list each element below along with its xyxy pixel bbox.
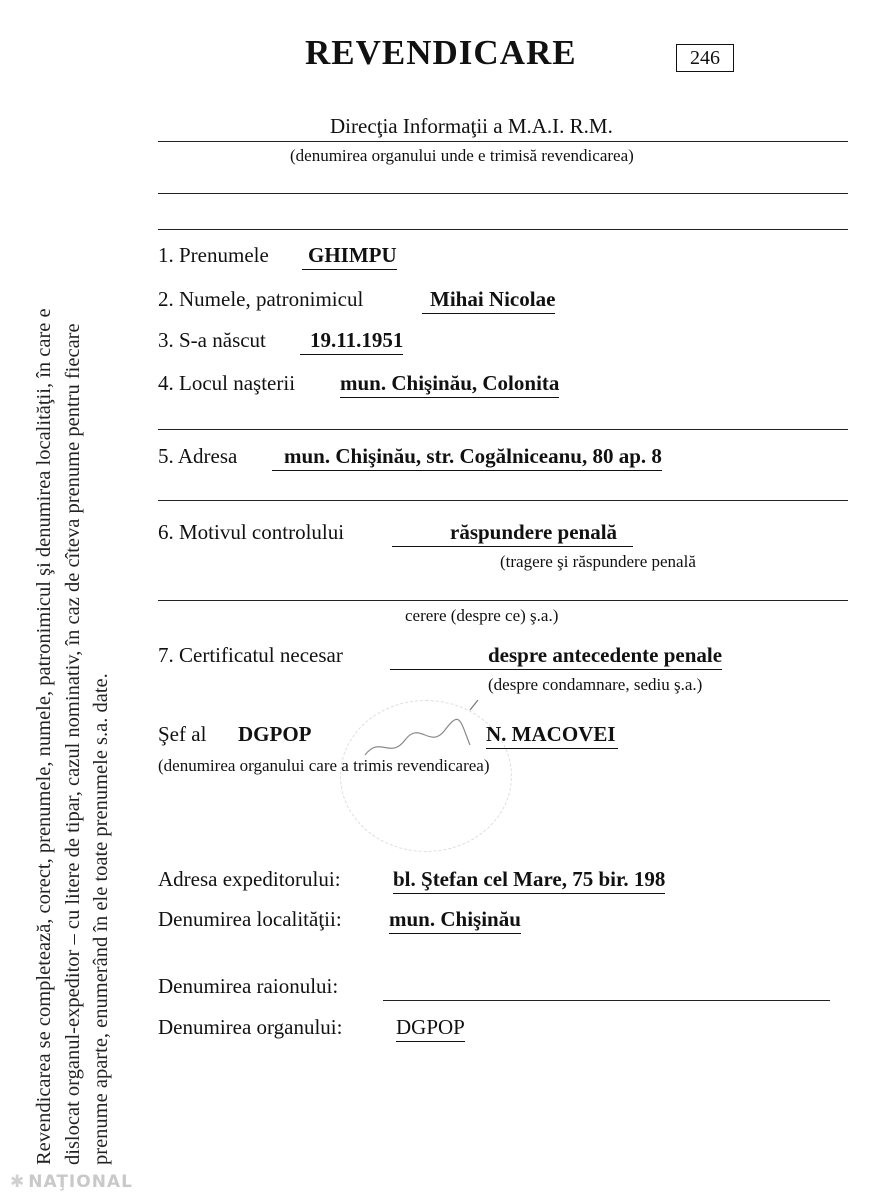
field-7-value: despre antecedente penale [390, 643, 722, 670]
side-note-line-1: Revendicarea se completează, corect, prenumele, numele, patronimicul şi denumirea localităţii, în care e [33, 308, 55, 1165]
field-5-continuation-line [158, 500, 848, 501]
field-3-label: 3. S-a născut [158, 328, 266, 352]
blank-line-2 [158, 229, 848, 230]
locality-value: mun. Chişinău [389, 907, 521, 934]
locality-label: Denumirea localităţii: [158, 907, 342, 931]
field-1-value: GHIMPU [302, 243, 397, 270]
organ-label: Denumirea organului: [158, 1015, 343, 1039]
field-7-label: 7. Certificatul necesar [158, 643, 343, 667]
watermark-logo [10, 1172, 133, 1192]
sender-organ: DGPOP [238, 722, 312, 746]
blank-line-1 [158, 193, 848, 194]
document-title: REVENDICARE [305, 33, 577, 72]
field-7-caption: (despre condamnare, sediu ş.a.) [488, 675, 703, 694]
field-3-value: 19.11.1951 [300, 328, 403, 355]
side-instructions [30, 5, 140, 1165]
field-1-label: 1. Prenumele [158, 243, 269, 267]
recipient-caption: (denumirea organului unde e trimisă revendicarea) [290, 146, 634, 165]
field-6-label: 6. Motivul controlului [158, 520, 345, 544]
star-icon: ✱ [10, 1172, 26, 1192]
side-note-line-3: prenume aparte, enumerând în ele toate prenumele s.a. date. [90, 673, 112, 1165]
organ-value: DGPOP [396, 1015, 465, 1042]
sender-caption: (denumirea organului care a trimis revendicarea) [158, 756, 490, 775]
field-2-value: Mihai Nicolae [422, 287, 555, 314]
district-label: Denumirea raionului: [158, 974, 339, 998]
district-line [383, 1000, 830, 1001]
signature-scribble [360, 700, 480, 780]
field-4-label: 4. Locul naşterii [158, 371, 296, 395]
field-4-value: mun. Chişinău, Colonita [340, 371, 559, 398]
sender-signatory: N. MACOVEI [486, 722, 618, 749]
field-2-label: 2. Numele, patronimicul [158, 287, 364, 311]
side-note-line-2: dislocat organul-expeditor – cu litere de tipar, cazul nominativ, în caz de cîteva prenume pentru fiecare [61, 323, 84, 1165]
document-number: 246 [676, 44, 734, 72]
field-6-value: răspundere penală [392, 520, 633, 547]
sender-prefix: Şef al [158, 722, 207, 746]
field-4-continuation-line [158, 429, 848, 430]
field-6-continuation-line [158, 600, 848, 601]
recipient-value: Direcţia Informaţii a M.A.I. R.M. [330, 114, 613, 138]
recipient-line [158, 141, 848, 142]
field-6-caption-2: cerere (despre ce) ş.a.) [405, 606, 559, 625]
watermark-text: NAŢIONAL [28, 1172, 133, 1192]
field-5-value: mun. Chişinău, str. Cogălniceanu, 80 ap. 8 [272, 444, 662, 471]
address-label: Adresa expeditorului: [158, 867, 341, 891]
field-6-caption-1: (tragere şi răspundere penală [500, 552, 696, 571]
address-value: bl. Ştefan cel Mare, 75 bir. 198 [393, 867, 665, 894]
field-5-label: 5. Adresa [158, 444, 238, 468]
